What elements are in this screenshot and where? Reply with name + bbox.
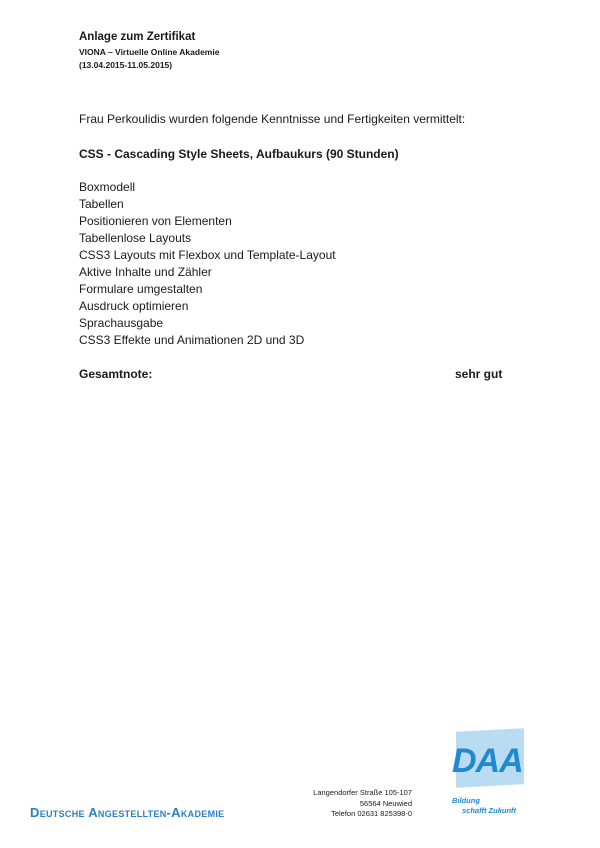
- intro-text: Frau Perkoulidis wurden folgende Kenntnisse und Fertigkeiten vermittelt:: [79, 112, 466, 126]
- address-street: Langendorfer Straße 105-107: [313, 788, 412, 797]
- logo-wordmark: DAA: [452, 742, 523, 780]
- organization-name-text: Deutsche Angestellten-Akademie: [30, 805, 225, 820]
- topic-item: CSS3 Effekte und Animationen 2D und 3D: [79, 333, 305, 347]
- program-name: VIONA – Virtuelle Online Akademie: [79, 47, 220, 57]
- address-block: [300, 788, 412, 820]
- topic-item: Formulare umgestalten: [79, 282, 203, 296]
- course-dates: (13.04.2015-11.05.2015): [79, 60, 173, 70]
- document-title: Anlage zum Zertifikat: [79, 31, 196, 43]
- course-title: CSS - Cascading Style Sheets, Aufbaukurs (90 Stunden): [79, 147, 399, 161]
- logo-tagline-2: schafft Zukunft: [462, 806, 517, 815]
- grade-value: sehr gut: [455, 367, 503, 381]
- address-phone: Telefon 02631 825398-0: [331, 809, 412, 818]
- grade-label: Gesamtnote:: [79, 367, 153, 381]
- topic-item: Sprachausgabe: [79, 316, 164, 330]
- topic-item: Ausdruck optimieren: [79, 299, 189, 313]
- address-city: 56564 Neuwied: [359, 798, 412, 808]
- organization-name: [30, 805, 224, 820]
- topic-list: [79, 179, 336, 349]
- topic-item: Tabellenlose Layouts: [79, 231, 192, 245]
- topic-item: Aktive Inhalte und Zähler: [79, 265, 212, 279]
- daa-logo: [448, 730, 532, 820]
- topic-item: CSS3 Layouts mit Flexbox und Template-Layout: [79, 248, 336, 262]
- logo-tagline-1: Bildung: [452, 796, 480, 805]
- topic-item: Tabellen: [79, 197, 124, 211]
- topic-item: Boxmodell: [79, 180, 136, 194]
- topic-item: Positionieren von Elementen: [79, 214, 232, 228]
